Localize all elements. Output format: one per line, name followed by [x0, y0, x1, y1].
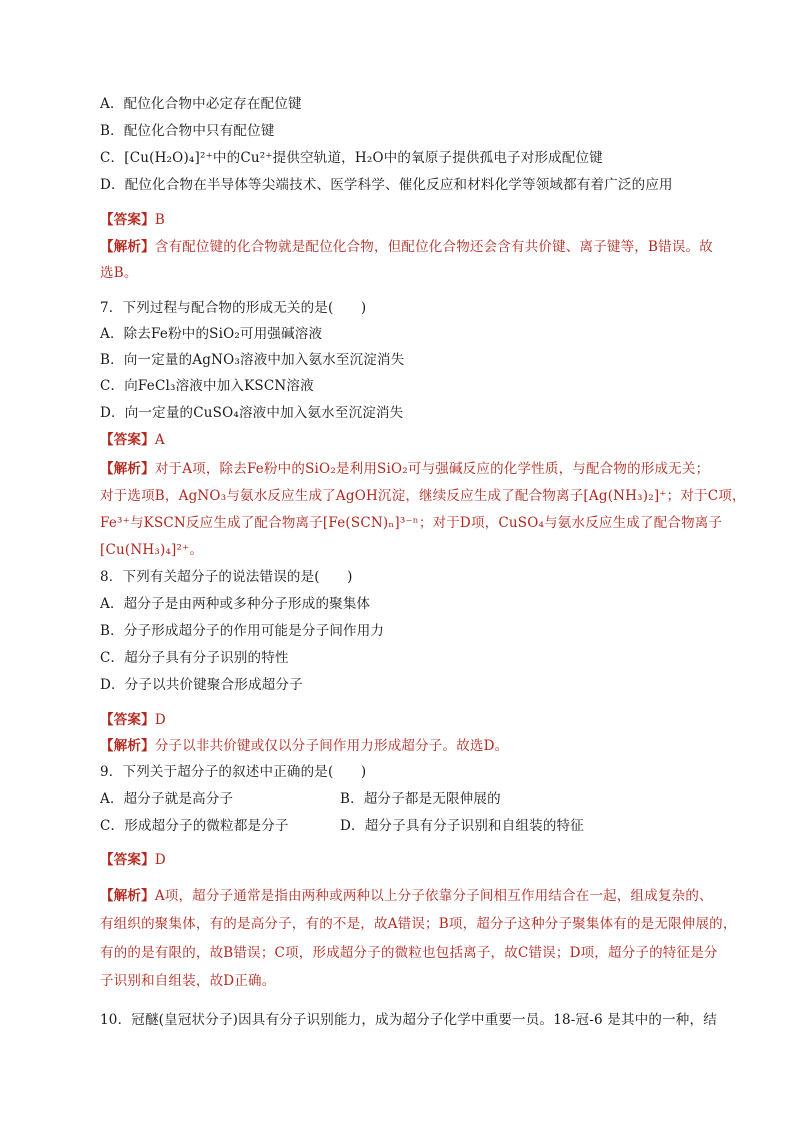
q8-analysis-line-1: [100, 736, 508, 756]
answer-label: 【答案】: [100, 712, 155, 728]
q8-option-c: C．超分子具有分子识别的特性: [100, 650, 289, 666]
analysis-text: 含有配位键的化合物就是配位化合物，但配位化合物还会含有共价键、离子键等，B错误。故: [154, 239, 713, 255]
q7-option-b: B．向一定量的AgNO₃溶液中加入氨水至沉淀消失: [100, 352, 405, 368]
q7-option-c: C．向FeCl₃溶液中加入KSCN溶液: [100, 378, 314, 394]
q6-option-a: A．配位化合物中必定存在配位键: [100, 96, 302, 112]
q7-analysis-line-2: 对于选项B，AgNO₃与氨水反应生成了AgOH沉淀，继续反应生成了配合物离子[Ag(NH₃)₂]⁺；对于C项，: [100, 488, 746, 504]
q7-analysis-line-4: [Cu(NH₃)₄]²⁺。: [100, 542, 204, 558]
q8-answer: [100, 710, 166, 730]
analysis-label: 【解析】: [100, 239, 155, 255]
q7-option-d: D．向一定量的CuSO₄溶液中加入氨水至沉淀消失: [100, 405, 404, 421]
analysis-text: 对于A项，除去Fe粉中的SiO₂是利用SiO₂可与强碱反应的化学性质，与配合物的形成无关；: [154, 461, 710, 477]
answer-value: D: [154, 712, 166, 728]
q9-options-row-1: [100, 789, 501, 809]
q8-option-a: A．超分子是由两种或多种分子形成的聚集体: [100, 596, 371, 612]
q9-analysis-line-1: [100, 886, 713, 906]
q9-option-b: B．超分子都是无限伸展的: [340, 791, 501, 807]
q6-option-b: B．配位化合物中只有配位键: [100, 123, 275, 139]
q8-stem: 8．下列有关超分子的说法错误的是( ): [100, 569, 353, 585]
answer-label: 【答案】: [100, 212, 155, 228]
q8-option-b: B．分子形成超分子的作用可能是分子间作用力: [100, 623, 385, 639]
q9-option-d: D．超分子具有分子识别和自组装的特征: [340, 818, 584, 834]
analysis-label: 【解析】: [100, 461, 155, 477]
analysis-text: 分子以非共价键或仅以分子间作用力形成超分子。故选D。: [154, 738, 509, 754]
answer-value: B: [154, 212, 165, 228]
q7-analysis-line-1: [100, 459, 709, 479]
answer-value: D: [154, 852, 166, 868]
q8-option-d: D．分子以共价键聚合形成超分子: [100, 677, 303, 693]
q9-analysis-line-2: 有组织的聚集体，有的是高分子，有的不是，故A错误；B项，超分子这种分子聚集体有的是无限伸展的，: [100, 916, 737, 932]
q7-answer: [100, 430, 165, 450]
analysis-label: 【解析】: [100, 738, 155, 754]
q9-analysis-line-3: 有的的是有限的，故B错误；C项，形成超分子的微粒也包括离子，故C错误；D项，超分子的特征是分: [100, 945, 718, 961]
q6-option-c: C．[Cu(H₂O)₄]²⁺中的Cu²⁺提供空轨道，H₂O中的氧原子提供孤电子对形成配位键: [100, 150, 603, 166]
analysis-text: A项，超分子通常是指由两种或两种以上分子依靠分子间相互作用结合在一起，组成复杂的、: [154, 888, 713, 904]
q6-option-d: D．配位化合物在半导体等尖端技术、医学科学、催化反应和材料化学等领域都有着广泛的应用: [100, 177, 673, 193]
q9-option-a: A．超分子就是高分子: [100, 791, 234, 807]
answer-label: 【答案】: [100, 852, 155, 868]
q9-option-c: C．形成超分子的微粒都是分子: [100, 818, 289, 834]
q10-stem: 10．冠醚(皇冠状分子)因具有分子识别能力，成为超分子化学中重要一员。18-冠-6 是其中的一种，结: [100, 1012, 717, 1028]
analysis-label: 【解析】: [100, 888, 155, 904]
q9-answer: [100, 850, 166, 870]
q6-analysis-line-1: [100, 237, 713, 257]
q7-analysis-line-3: Fe³⁺与KSCN反应生成了配合物离子[Fe(SCN)ₙ]³⁻ⁿ；对于D项，CuSO₄与氨水反应生成了配合物离子: [100, 515, 723, 531]
q6-answer: [100, 210, 165, 230]
answer-label: 【答案】: [100, 432, 155, 448]
q9-analysis-line-4: 子识别和自组装，故D正确。: [100, 973, 276, 989]
q9-options-row-2: [100, 816, 584, 836]
q6-analysis-line-2: 选B。: [100, 265, 138, 281]
q9-stem: 9．下列关于超分子的叙述中正确的是( ): [100, 764, 367, 780]
q7-stem: 7．下列过程与配合物的形成无关的是( ): [100, 300, 367, 316]
q7-option-a: A．除去Fe粉中的SiO₂可用强碱溶液: [100, 326, 323, 342]
answer-value: A: [154, 432, 165, 448]
